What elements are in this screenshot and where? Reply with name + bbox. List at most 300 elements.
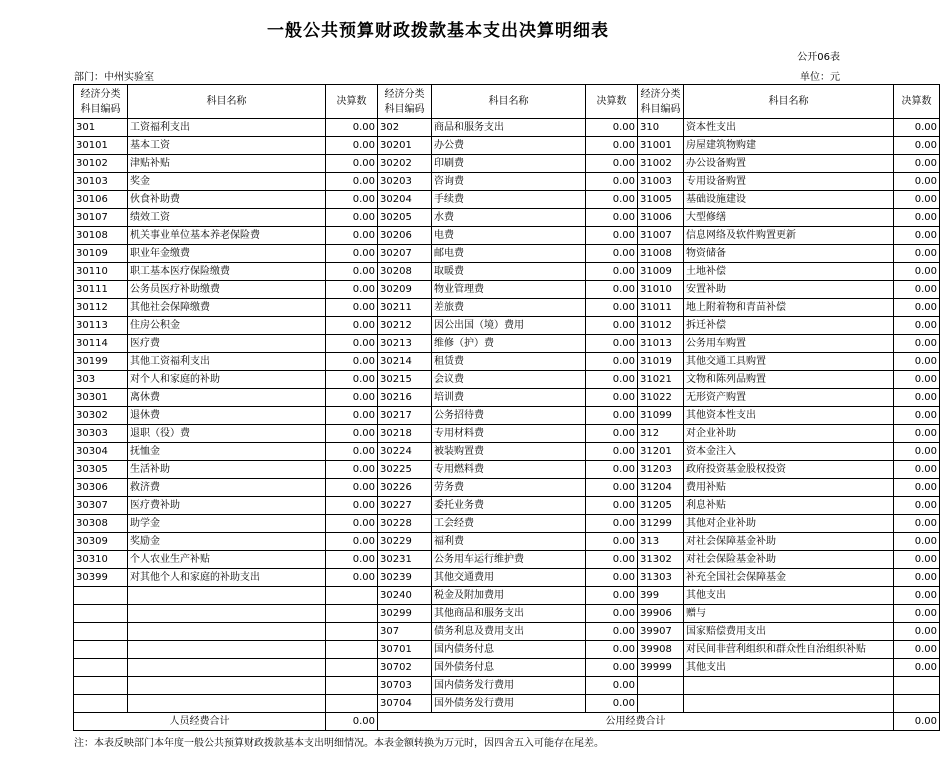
code-cell: 30212 [378, 317, 432, 335]
amount-cell: 0.00 [894, 461, 940, 479]
code-cell [74, 587, 128, 605]
amount-cell [326, 695, 378, 713]
unit-label: 单位：元 [800, 72, 840, 83]
code-cell: 31003 [638, 173, 684, 191]
table-row [74, 695, 940, 713]
code-cell: 30231 [378, 551, 432, 569]
amount-cell [326, 623, 378, 641]
amount-cell: 0.00 [586, 659, 638, 677]
amount-cell: 0.00 [326, 569, 378, 587]
amount-cell: 0.00 [894, 389, 940, 407]
name-cell: 退休费 [128, 407, 326, 425]
table-row [74, 641, 940, 659]
code-cell: 30103 [74, 173, 128, 191]
code-cell: 312 [638, 425, 684, 443]
name-cell: 基础设施建设 [684, 191, 894, 209]
code-cell: 30199 [74, 353, 128, 371]
code-cell: 30215 [378, 371, 432, 389]
name-cell: 基本工资 [128, 137, 326, 155]
code-cell: 30203 [378, 173, 432, 191]
code-cell: 30111 [74, 281, 128, 299]
amount-cell: 0.00 [326, 497, 378, 515]
amount-cell: 0.00 [326, 317, 378, 335]
amount-cell: 0.00 [326, 551, 378, 569]
code-cell: 31201 [638, 443, 684, 461]
amount-cell: 0.00 [586, 299, 638, 317]
amount-cell: 0.00 [586, 155, 638, 173]
code-cell [638, 695, 684, 713]
public-total-label: 公用经费合计 [378, 713, 894, 731]
code-cell: 31011 [638, 299, 684, 317]
amount-cell: 0.00 [586, 515, 638, 533]
name-cell: 被装购置费 [432, 443, 586, 461]
name-cell: 国内债务付息 [432, 641, 586, 659]
amount-cell: 0.00 [326, 263, 378, 281]
name-cell [684, 677, 894, 695]
name-cell: 对社会保障基金补助 [684, 533, 894, 551]
code-cell: 313 [638, 533, 684, 551]
footnote: 注：本表反映部门本年度一般公共预算财政拨款基本支出明细情况。本表金额转换为万元时，因四舍五入可能存在尾差。 [74, 738, 604, 749]
name-cell: 印刷费 [432, 155, 586, 173]
table-row [74, 119, 940, 137]
name-cell: 职工基本医疗保险缴费 [128, 263, 326, 281]
amount-cell: 0.00 [326, 371, 378, 389]
name-cell: 国内债务发行费用 [432, 677, 586, 695]
name-cell: 信息网络及软件购置更新 [684, 227, 894, 245]
table-row [74, 371, 940, 389]
amount-cell: 0.00 [586, 209, 638, 227]
name-cell: 津贴补贴 [128, 155, 326, 173]
name-cell: 因公出国（境）费用 [432, 317, 586, 335]
name-cell: 生活补助 [128, 461, 326, 479]
code-cell: 30206 [378, 227, 432, 245]
code-cell: 303 [74, 371, 128, 389]
name-cell: 医疗费补助 [128, 497, 326, 515]
amount-cell: 0.00 [586, 191, 638, 209]
code-cell: 30201 [378, 137, 432, 155]
name-cell: 对个人和家庭的补助 [128, 371, 326, 389]
code-cell: 30302 [74, 407, 128, 425]
name-cell: 奖金 [128, 173, 326, 191]
code-cell: 31013 [638, 335, 684, 353]
code-cell: 31299 [638, 515, 684, 533]
personnel-total-label: 人员经费合计 [74, 713, 326, 731]
code-cell: 39999 [638, 659, 684, 677]
amount-cell: 0.00 [586, 263, 638, 281]
code-cell: 39908 [638, 641, 684, 659]
amount-cell: 0.00 [894, 551, 940, 569]
code-cell: 310 [638, 119, 684, 137]
amount-cell [326, 587, 378, 605]
table-row [74, 227, 940, 245]
code-cell: 30299 [378, 605, 432, 623]
table-row [74, 605, 940, 623]
name-cell: 资本性支出 [684, 119, 894, 137]
amount-cell: 0.00 [326, 443, 378, 461]
table-row [74, 497, 940, 515]
amount-cell: 0.00 [586, 317, 638, 335]
amount-cell [894, 695, 940, 713]
amount-cell: 0.00 [894, 209, 940, 227]
name-cell: 公务用车运行维护费 [432, 551, 586, 569]
header-code-1: 经济分类 科目编码 [74, 85, 128, 119]
amount-cell: 0.00 [586, 443, 638, 461]
name-cell: 培训费 [432, 389, 586, 407]
amount-cell: 0.00 [326, 335, 378, 353]
amount-cell: 0.00 [586, 353, 638, 371]
amount-cell: 0.00 [586, 227, 638, 245]
table-row [74, 587, 940, 605]
header-code-3: 经济分类 科目编码 [638, 85, 684, 119]
amount-cell: 0.00 [586, 281, 638, 299]
amount-cell: 0.00 [586, 479, 638, 497]
code-cell: 30202 [378, 155, 432, 173]
name-cell: 其他对企业补助 [684, 515, 894, 533]
amount-cell: 0.00 [586, 173, 638, 191]
amount-cell: 0.00 [326, 389, 378, 407]
amount-cell: 0.00 [894, 119, 940, 137]
code-cell: 31002 [638, 155, 684, 173]
table-row [74, 659, 940, 677]
table-row [74, 173, 940, 191]
code-cell [74, 605, 128, 623]
code-cell: 31021 [638, 371, 684, 389]
code-cell: 31203 [638, 461, 684, 479]
amount-cell: 0.00 [326, 515, 378, 533]
name-cell: 对其他个人和家庭的补助支出 [128, 569, 326, 587]
table-row [74, 623, 940, 641]
code-cell: 30307 [74, 497, 128, 515]
amount-cell: 0.00 [586, 425, 638, 443]
name-cell: 其他商品和服务支出 [432, 605, 586, 623]
amount-cell: 0.00 [326, 119, 378, 137]
name-cell: 专用设备购置 [684, 173, 894, 191]
amount-cell: 0.00 [894, 443, 940, 461]
table-row [74, 263, 940, 281]
name-cell: 房屋建筑物购建 [684, 137, 894, 155]
amount-cell: 0.00 [894, 497, 940, 515]
code-cell: 31204 [638, 479, 684, 497]
code-cell: 30240 [378, 587, 432, 605]
name-cell: 绩效工资 [128, 209, 326, 227]
code-cell [74, 623, 128, 641]
table-row [74, 425, 940, 443]
table-row [74, 209, 940, 227]
amount-cell: 0.00 [894, 569, 940, 587]
code-cell: 30213 [378, 335, 432, 353]
code-cell [74, 659, 128, 677]
code-cell: 31022 [638, 389, 684, 407]
name-cell [128, 695, 326, 713]
code-cell: 307 [378, 623, 432, 641]
name-cell: 取暖费 [432, 263, 586, 281]
code-cell: 30101 [74, 137, 128, 155]
name-cell: 其他资本性支出 [684, 407, 894, 425]
code-cell: 31019 [638, 353, 684, 371]
name-cell: 电费 [432, 227, 586, 245]
table-row [74, 407, 940, 425]
code-cell: 30308 [74, 515, 128, 533]
name-cell: 资本金注入 [684, 443, 894, 461]
table-row [74, 317, 940, 335]
code-cell: 31007 [638, 227, 684, 245]
name-cell: 其他社会保障缴费 [128, 299, 326, 317]
code-cell: 31302 [638, 551, 684, 569]
amount-cell: 0.00 [326, 533, 378, 551]
name-cell: 对社会保险基金补助 [684, 551, 894, 569]
code-cell [74, 695, 128, 713]
report-title: 一般公共预算财政拨款基本支出决算明细表 [267, 21, 609, 41]
header-code-2: 经济分类 科目编码 [378, 85, 432, 119]
code-cell: 30306 [74, 479, 128, 497]
name-cell: 国家赔偿费用支出 [684, 623, 894, 641]
code-cell: 31099 [638, 407, 684, 425]
name-cell [128, 659, 326, 677]
amount-cell: 0.00 [894, 299, 940, 317]
name-cell: 对民间非营利组织和群众性自治组织补贴 [684, 641, 894, 659]
code-cell: 31008 [638, 245, 684, 263]
amount-cell [326, 659, 378, 677]
name-cell [684, 695, 894, 713]
amount-cell: 0.00 [586, 569, 638, 587]
code-cell: 30218 [378, 425, 432, 443]
amount-cell: 0.00 [586, 533, 638, 551]
amount-cell: 0.00 [894, 587, 940, 605]
code-cell: 302 [378, 119, 432, 137]
code-cell: 30228 [378, 515, 432, 533]
table-row [74, 155, 940, 173]
code-cell: 39906 [638, 605, 684, 623]
header-amount-2: 决算数 [586, 85, 638, 119]
code-cell: 30703 [378, 677, 432, 695]
code-cell: 301 [74, 119, 128, 137]
name-cell: 福利费 [432, 533, 586, 551]
code-cell: 31009 [638, 263, 684, 281]
amount-cell [894, 677, 940, 695]
name-cell: 工资福利支出 [128, 119, 326, 137]
amount-cell: 0.00 [586, 461, 638, 479]
amount-cell: 0.00 [326, 191, 378, 209]
code-cell: 30112 [74, 299, 128, 317]
amount-cell: 0.00 [326, 299, 378, 317]
amount-cell: 0.00 [586, 245, 638, 263]
name-cell: 其他交通费用 [432, 569, 586, 587]
name-cell: 邮电费 [432, 245, 586, 263]
name-cell: 物业管理费 [432, 281, 586, 299]
amount-cell: 0.00 [326, 173, 378, 191]
name-cell: 职业年金缴费 [128, 245, 326, 263]
code-cell: 30208 [378, 263, 432, 281]
table-row [74, 479, 940, 497]
amount-cell: 0.00 [326, 407, 378, 425]
amount-cell: 0.00 [894, 191, 940, 209]
table-row [74, 569, 940, 587]
code-cell: 30207 [378, 245, 432, 263]
code-cell: 30209 [378, 281, 432, 299]
amount-cell: 0.00 [586, 389, 638, 407]
name-cell: 大型修缮 [684, 209, 894, 227]
code-cell: 30399 [74, 569, 128, 587]
code-cell: 31205 [638, 497, 684, 515]
amount-cell: 0.00 [894, 425, 940, 443]
code-cell: 30310 [74, 551, 128, 569]
name-cell: 费用补贴 [684, 479, 894, 497]
amount-cell: 0.00 [894, 623, 940, 641]
name-cell: 安置补助 [684, 281, 894, 299]
name-cell [128, 605, 326, 623]
header-amount-1: 决算数 [326, 85, 378, 119]
amount-cell: 0.00 [586, 587, 638, 605]
amount-cell: 0.00 [894, 335, 940, 353]
name-cell: 维修（护）费 [432, 335, 586, 353]
name-cell: 公务招待费 [432, 407, 586, 425]
amount-cell: 0.00 [326, 209, 378, 227]
code-cell: 30227 [378, 497, 432, 515]
code-cell: 30211 [378, 299, 432, 317]
amount-cell [326, 677, 378, 695]
amount-cell: 0.00 [894, 227, 940, 245]
name-cell: 拆迁补偿 [684, 317, 894, 335]
name-cell: 医疗费 [128, 335, 326, 353]
name-cell [128, 641, 326, 659]
code-cell: 31005 [638, 191, 684, 209]
name-cell: 专用燃料费 [432, 461, 586, 479]
name-cell: 文物和陈列品购置 [684, 371, 894, 389]
name-cell: 助学金 [128, 515, 326, 533]
code-cell: 30205 [378, 209, 432, 227]
code-cell: 39907 [638, 623, 684, 641]
name-cell: 公务员医疗补助缴费 [128, 281, 326, 299]
name-cell: 离休费 [128, 389, 326, 407]
amount-cell: 0.00 [586, 623, 638, 641]
table-row [74, 677, 940, 695]
name-cell: 补充全国社会保障基金 [684, 569, 894, 587]
table-header-row [74, 85, 940, 119]
amount-cell: 0.00 [586, 407, 638, 425]
code-cell: 30107 [74, 209, 128, 227]
name-cell: 手续费 [432, 191, 586, 209]
name-cell: 工会经费 [432, 515, 586, 533]
amount-cell: 0.00 [894, 371, 940, 389]
amount-cell: 0.00 [586, 641, 638, 659]
amount-cell: 0.00 [894, 641, 940, 659]
name-cell: 会议费 [432, 371, 586, 389]
name-cell [128, 587, 326, 605]
code-cell: 31012 [638, 317, 684, 335]
name-cell: 劳务费 [432, 479, 586, 497]
amount-cell: 0.00 [326, 425, 378, 443]
amount-cell: 0.00 [894, 353, 940, 371]
name-cell: 专用材料费 [432, 425, 586, 443]
name-cell: 咨询费 [432, 173, 586, 191]
name-cell: 公务用车购置 [684, 335, 894, 353]
name-cell: 奖励金 [128, 533, 326, 551]
code-cell [638, 677, 684, 695]
code-cell: 30109 [74, 245, 128, 263]
name-cell: 地上附着物和青苗补偿 [684, 299, 894, 317]
amount-cell: 0.00 [586, 497, 638, 515]
code-cell: 30704 [378, 695, 432, 713]
name-cell: 商品和服务支出 [432, 119, 586, 137]
amount-cell: 0.00 [894, 137, 940, 155]
amount-cell: 0.00 [894, 155, 940, 173]
name-cell: 住房公积金 [128, 317, 326, 335]
code-cell: 30102 [74, 155, 128, 173]
code-cell: 31001 [638, 137, 684, 155]
amount-cell: 0.00 [326, 461, 378, 479]
amount-cell: 0.00 [894, 659, 940, 677]
name-cell: 伙食补助费 [128, 191, 326, 209]
code-cell: 30309 [74, 533, 128, 551]
code-cell: 30113 [74, 317, 128, 335]
amount-cell: 0.00 [326, 353, 378, 371]
table-row [74, 389, 940, 407]
name-cell: 其他支出 [684, 587, 894, 605]
table-row [74, 443, 940, 461]
code-cell: 30217 [378, 407, 432, 425]
code-cell: 30106 [74, 191, 128, 209]
amount-cell: 0.00 [586, 695, 638, 713]
name-cell: 办公费 [432, 137, 586, 155]
header-name-1: 科目名称 [128, 85, 326, 119]
table-row [74, 281, 940, 299]
name-cell [128, 623, 326, 641]
table-row [74, 515, 940, 533]
table-row [74, 551, 940, 569]
amount-cell: 0.00 [586, 335, 638, 353]
name-cell: 国外债务发行费用 [432, 695, 586, 713]
name-cell: 租赁费 [432, 353, 586, 371]
name-cell: 债务利息及费用支出 [432, 623, 586, 641]
amount-cell: 0.00 [326, 227, 378, 245]
code-cell: 30305 [74, 461, 128, 479]
amount-cell: 0.00 [586, 677, 638, 695]
table-row [74, 335, 940, 353]
table-row [74, 191, 940, 209]
amount-cell: 0.00 [894, 605, 940, 623]
table-row [74, 353, 940, 371]
code-cell [74, 677, 128, 695]
amount-cell: 0.00 [586, 119, 638, 137]
amount-cell: 0.00 [894, 317, 940, 335]
amount-cell: 0.00 [894, 173, 940, 191]
code-cell: 31010 [638, 281, 684, 299]
code-cell: 30108 [74, 227, 128, 245]
name-cell: 赠与 [684, 605, 894, 623]
code-cell: 30225 [378, 461, 432, 479]
table-row [74, 245, 940, 263]
name-cell [128, 677, 326, 695]
code-cell: 30204 [378, 191, 432, 209]
code-cell: 31006 [638, 209, 684, 227]
personnel-total-value: 0.00 [326, 713, 378, 731]
header-name-3: 科目名称 [684, 85, 894, 119]
name-cell: 利息补贴 [684, 497, 894, 515]
amount-cell: 0.00 [586, 137, 638, 155]
code-cell: 30239 [378, 569, 432, 587]
amount-cell [326, 605, 378, 623]
code-cell: 30303 [74, 425, 128, 443]
code-cell: 30224 [378, 443, 432, 461]
header-amount-3: 决算数 [894, 85, 940, 119]
name-cell: 抚恤金 [128, 443, 326, 461]
code-cell: 30304 [74, 443, 128, 461]
name-cell: 个人农业生产补贴 [128, 551, 326, 569]
amount-cell: 0.00 [326, 281, 378, 299]
name-cell: 无形资产购置 [684, 389, 894, 407]
name-cell: 对企业补助 [684, 425, 894, 443]
name-cell: 国外债务付息 [432, 659, 586, 677]
